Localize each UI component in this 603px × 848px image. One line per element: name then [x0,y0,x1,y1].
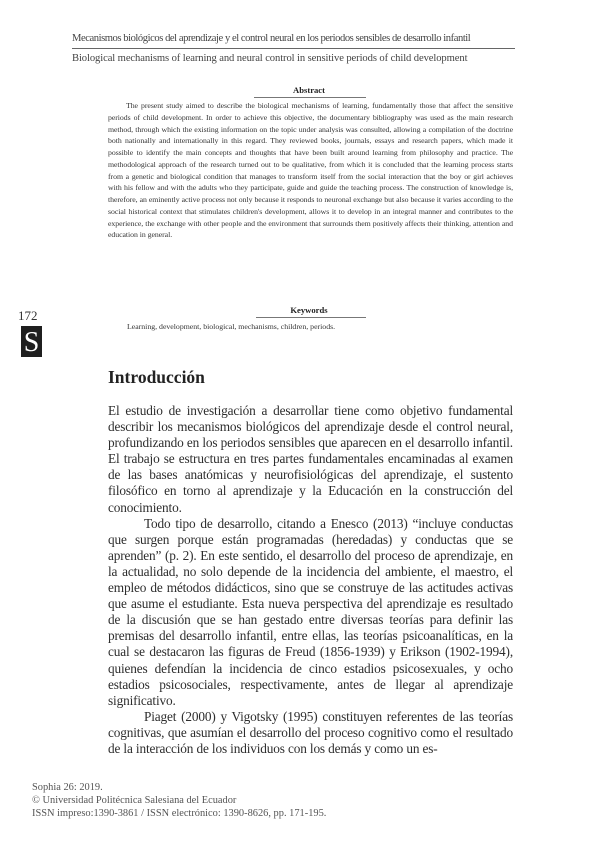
keywords-heading-rule [256,317,366,318]
abstract-text: The present study aimed to describe the biological mechanisms of learning, fundamentally those that affect the sensitive periods of child development. In order to achieve this objective, the documentary bibliography was used as the main research method, through which the existing information on the topic under analysis was consulted, allowing a compilation of the doctrine both nationally and internationally in this regard. They reviewed books, journals, essays and research papers, which made it possible to identify the main concepts and thoughts that have been built around learning from philosophy and practice. The methodological approach of the research turned out to be qualitative, from which it is concluded that the learning process starts from a genetic and biological condition that manages to transform itself from the social interaction that the boy or girl achieves with his fellow and with the adults who they participate, guide and guide the teaching process. The construction of knowledge is, therefore, an eminently active process not only because it responds to neuronal exchange but also because it varies according to the social historical context that stimulates children's development, allows it to develop in an integral manner and contributes to the experience, the exchange with other people and the environment that surrounds them positively affects their thinking, attention and education in general. [108,101,513,240]
footer-issn: ISSN impreso:1390-3861 / ISSN electrónico: 1390-8626, pp. 171-195. [32,808,327,820]
journal-logo-letter: S [23,327,40,357]
section-title: Introducción [108,367,205,387]
abstract-heading-rule [254,97,366,98]
abstract-heading: Abstract [293,85,325,95]
body-text [108,403,513,757]
paragraph: Piaget (2000) y Vigotsky (1995) constituyen referentes de las teorías cognitivas, que asumían el desarrollo del proceso cognitivo como el resultado de la interacción de los individuos con los demás y como un es- [108,708,513,756]
paragraph: El estudio de investigación a desarrollar tiene como objetivo fundamental describir los mecanismos biológicos del aprendizaje desde el control neural, profundizando en los periodos sensibles que aparecen en el desarrollo infantil. El trabajo se estructura en tres partes fundamentales encaminadas al examen de las bases anatómicas y neurofisiológicas del aprendizaje, el sustento filosófico en torno al aprendizaje y la Educación en la construcción del conocimiento. [108,403,513,515]
page-number: 172 [18,308,38,323]
paragraph: Todo tipo de desarrollo, citando a Enesco (2013) “incluye conductas que surgen porque están programadas (heredadas) y conductas que se aprenden” (p. 2). En este sentido, el desarrollo del proceso de aprendizaje, en la actualidad, no solo depende de la incidencia del ambiente, el maestro, el empleo de métodos didácticos, sino que se construye de las actitudes activas que asume el estudiante. Esta nueva perspectiva del aprendizaje es resultado de la discusión que se han gestado entre diversas teorías para definir las premisas del desarrollo infantil, entre ellas, las teorías psicoanalíticas, en la cual se destacaron las figuras de Freud (1856-1939) y Erikson (1902-1994), quienes defendían la incidencia de cinco estadios psicosexuales, y ocho estadios psicosociales, respectivamente, antes de llegar al aprendizaje significativo. [108,515,513,708]
footer-copyright: © Universidad Politécnica Salesiana del Ecuador [32,795,237,807]
keywords-text: Learning, development, biological, mechanisms, children, periods. [127,322,336,331]
running-header-spanish: Mecanismos biológicos del aprendizaje y el control neural en los periodos sensibles de desarrollo infantil [72,33,471,44]
running-header-english: Biological mechanisms of learning and neural control in sensitive periods of child development [72,53,468,64]
journal-logo-icon [21,326,42,357]
keywords-heading: Keywords [290,305,328,315]
header-rule [72,48,515,49]
footer-journal-issue: Sophia 26: 2019. [32,782,103,793]
page-footer [32,781,326,820]
